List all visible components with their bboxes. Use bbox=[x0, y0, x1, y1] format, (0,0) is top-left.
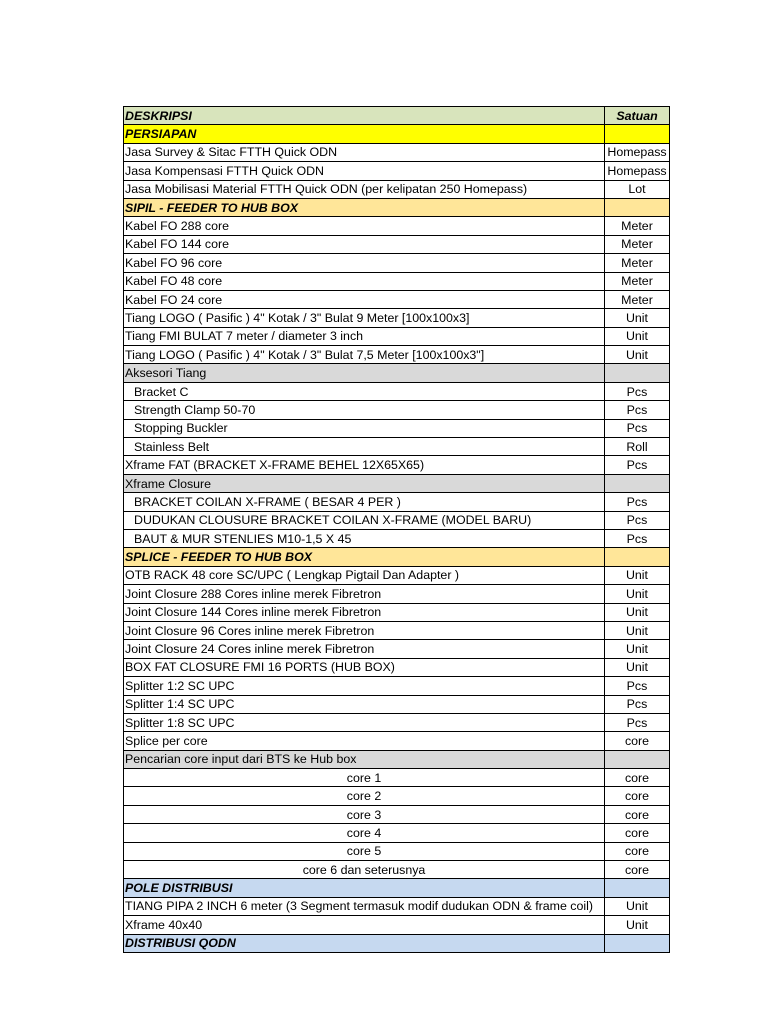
cell-satuan[interactable] bbox=[605, 125, 670, 143]
cell-satuan[interactable] bbox=[605, 548, 670, 566]
cell-satuan[interactable]: Unit bbox=[605, 897, 670, 915]
cell-deskripsi[interactable]: Joint Closure 24 Cores inline merek Fibretron bbox=[124, 640, 605, 658]
cell-deskripsi[interactable]: core 6 dan seterusnya bbox=[124, 861, 605, 879]
cell-deskripsi[interactable]: Xframe FAT (BRACKET X-FRAME BEHEL 12X65X65) bbox=[124, 456, 605, 474]
cell-satuan[interactable]: core bbox=[605, 861, 670, 879]
cell-deskripsi[interactable]: Strength Clamp 50-70 bbox=[124, 401, 605, 419]
cell-satuan[interactable]: Unit bbox=[605, 640, 670, 658]
table-row bbox=[124, 824, 670, 842]
cell-deskripsi[interactable]: Joint Closure 96 Cores inline merek Fibretron bbox=[124, 621, 605, 639]
table-row bbox=[124, 493, 670, 511]
section-row bbox=[124, 198, 670, 216]
cell-deskripsi[interactable]: Xframe 40x40 bbox=[124, 916, 605, 934]
cell-deskripsi[interactable]: OTB RACK 48 core SC/UPC ( Lengkap Pigtail Dan Adapter ) bbox=[124, 566, 605, 584]
cell-deskripsi[interactable]: core 3 bbox=[124, 805, 605, 823]
cell-satuan[interactable]: Pcs bbox=[605, 401, 670, 419]
table-row bbox=[124, 585, 670, 603]
cell-deskripsi[interactable]: Tiang LOGO ( Pasific ) 4" Kotak / 3" Bulat 9 Meter [100x100x3] bbox=[124, 309, 605, 327]
table-row bbox=[124, 217, 670, 235]
cell-satuan[interactable]: Unit bbox=[605, 566, 670, 584]
table-row bbox=[124, 603, 670, 621]
table-row bbox=[124, 787, 670, 805]
cell-satuan[interactable]: core bbox=[605, 824, 670, 842]
cell-satuan[interactable]: Unit bbox=[605, 346, 670, 364]
cell-deskripsi[interactable]: Jasa Mobilisasi Material FTTH Quick ODN (per kelipatan 250 Homepass) bbox=[124, 180, 605, 198]
section-row bbox=[124, 125, 670, 143]
cell-satuan[interactable]: Roll bbox=[605, 438, 670, 456]
cell-satuan[interactable]: Lot bbox=[605, 180, 670, 198]
table-row bbox=[124, 180, 670, 198]
cell-deskripsi[interactable]: Tiang FMI BULAT 7 meter / diameter 3 inch bbox=[124, 327, 605, 345]
table-row bbox=[124, 916, 670, 934]
cell-deskripsi[interactable]: Aksesori Tiang bbox=[124, 364, 605, 382]
cell-deskripsi[interactable]: Splitter 1:2 SC UPC bbox=[124, 677, 605, 695]
cell-satuan[interactable]: Unit bbox=[605, 327, 670, 345]
cell-deskripsi[interactable]: POLE DISTRIBUSI bbox=[124, 879, 605, 897]
table-row bbox=[124, 677, 670, 695]
cell-satuan[interactable]: Meter bbox=[605, 254, 670, 272]
table-row bbox=[124, 382, 670, 400]
table-row bbox=[124, 511, 670, 529]
cell-deskripsi[interactable]: Joint Closure 288 Cores inline merek Fibretron bbox=[124, 585, 605, 603]
cell-deskripsi[interactable]: Splice per core bbox=[124, 732, 605, 750]
cell-deskripsi[interactable]: Bracket C bbox=[124, 382, 605, 400]
table-row bbox=[124, 805, 670, 823]
table-header-row bbox=[124, 107, 670, 125]
cell-satuan[interactable]: Pcs bbox=[605, 456, 670, 474]
cell-satuan[interactable]: Unit bbox=[605, 585, 670, 603]
cell-satuan[interactable] bbox=[605, 750, 670, 768]
cell-deskripsi[interactable]: Joint Closure 144 Cores inline merek Fibretron bbox=[124, 603, 605, 621]
cell-deskripsi[interactable]: Stopping Buckler bbox=[124, 419, 605, 437]
cell-satuan[interactable]: Pcs bbox=[605, 695, 670, 713]
cell-satuan[interactable]: Pcs bbox=[605, 419, 670, 437]
cell-deskripsi[interactable]: Kabel FO 48 core bbox=[124, 272, 605, 290]
table-row bbox=[124, 290, 670, 308]
cell-deskripsi[interactable]: Jasa Kompensasi FTTH Quick ODN bbox=[124, 162, 605, 180]
table-row bbox=[124, 566, 670, 584]
cell-satuan[interactable]: Pcs bbox=[605, 529, 670, 547]
table-row bbox=[124, 254, 670, 272]
cell-satuan[interactable]: Meter bbox=[605, 217, 670, 235]
table-row bbox=[124, 897, 670, 915]
cell-deskripsi[interactable]: core 4 bbox=[124, 824, 605, 842]
table-row bbox=[124, 309, 670, 327]
header-satuan[interactable]: Satuan bbox=[605, 107, 670, 125]
section-row bbox=[124, 879, 670, 897]
cell-deskripsi[interactable]: core 2 bbox=[124, 787, 605, 805]
cell-satuan[interactable]: Meter bbox=[605, 272, 670, 290]
cell-deskripsi[interactable]: Jasa Survey & Sitac FTTH Quick ODN bbox=[124, 143, 605, 161]
cell-deskripsi[interactable]: TIANG PIPA 2 INCH 6 meter (3 Segment termasuk modif dudukan ODN & frame coil) bbox=[124, 897, 605, 915]
section-row bbox=[124, 934, 670, 952]
cell-satuan[interactable] bbox=[605, 474, 670, 492]
cell-satuan[interactable]: Unit bbox=[605, 916, 670, 934]
table-row bbox=[124, 143, 670, 161]
table-row bbox=[124, 861, 670, 879]
cell-deskripsi[interactable]: SIPIL - FEEDER TO HUB BOX bbox=[124, 198, 605, 216]
table-row bbox=[124, 272, 670, 290]
table-row bbox=[124, 456, 670, 474]
header-deskripsi[interactable]: DESKRIPSI bbox=[124, 107, 605, 125]
cell-deskripsi[interactable]: BOX FAT CLOSURE FMI 16 PORTS (HUB BOX) bbox=[124, 658, 605, 676]
table-row bbox=[124, 401, 670, 419]
table-row bbox=[124, 529, 670, 547]
cell-deskripsi[interactable]: DISTRIBUSI QODN bbox=[124, 934, 605, 952]
table-row bbox=[124, 769, 670, 787]
table-row bbox=[124, 732, 670, 750]
cell-satuan[interactable]: core bbox=[605, 769, 670, 787]
cell-deskripsi[interactable]: Splitter 1:4 SC UPC bbox=[124, 695, 605, 713]
cell-satuan[interactable]: Unit bbox=[605, 309, 670, 327]
cell-satuan[interactable]: Meter bbox=[605, 290, 670, 308]
cell-satuan[interactable]: core bbox=[605, 787, 670, 805]
cell-satuan[interactable]: Homepass bbox=[605, 143, 670, 161]
section-row bbox=[124, 548, 670, 566]
cell-satuan[interactable]: Pcs bbox=[605, 677, 670, 695]
cell-satuan[interactable]: Unit bbox=[605, 621, 670, 639]
cell-satuan[interactable] bbox=[605, 198, 670, 216]
table-row bbox=[124, 438, 670, 456]
cell-deskripsi[interactable]: BAUT & MUR STENLIES M10-1,5 X 45 bbox=[124, 529, 605, 547]
item-table bbox=[123, 106, 670, 953]
spreadsheet bbox=[123, 106, 669, 953]
table-row bbox=[124, 346, 670, 364]
table-row bbox=[124, 162, 670, 180]
cell-deskripsi[interactable]: core 5 bbox=[124, 842, 605, 860]
cell-satuan[interactable]: Pcs bbox=[605, 382, 670, 400]
table-row bbox=[124, 364, 670, 382]
cell-satuan[interactable] bbox=[605, 364, 670, 382]
cell-deskripsi[interactable]: Tiang LOGO ( Pasific ) 4" Kotak / 3" Bulat 7,5 Meter [100x100x3"] bbox=[124, 346, 605, 364]
table-row bbox=[124, 640, 670, 658]
cell-deskripsi[interactable]: Stainless Belt bbox=[124, 438, 605, 456]
cell-satuan[interactable]: core bbox=[605, 805, 670, 823]
cell-satuan[interactable]: Unit bbox=[605, 658, 670, 676]
table-row bbox=[124, 474, 670, 492]
table-row bbox=[124, 695, 670, 713]
cell-satuan[interactable]: Pcs bbox=[605, 713, 670, 731]
cell-satuan[interactable]: Meter bbox=[605, 235, 670, 253]
cell-deskripsi[interactable]: Kabel FO 288 core bbox=[124, 217, 605, 235]
cell-deskripsi[interactable]: Xframe Closure bbox=[124, 474, 605, 492]
cell-deskripsi[interactable]: PERSIAPAN bbox=[124, 125, 605, 143]
table-row bbox=[124, 842, 670, 860]
table-row bbox=[124, 621, 670, 639]
cell-deskripsi[interactable]: Splitter 1:8 SC UPC bbox=[124, 713, 605, 731]
table-row bbox=[124, 327, 670, 345]
cell-deskripsi[interactable]: Kabel FO 144 core bbox=[124, 235, 605, 253]
cell-satuan[interactable]: Homepass bbox=[605, 162, 670, 180]
table-row bbox=[124, 750, 670, 768]
cell-satuan[interactable]: Unit bbox=[605, 603, 670, 621]
cell-satuan[interactable]: Pcs bbox=[605, 493, 670, 511]
cell-deskripsi[interactable]: Kabel FO 96 core bbox=[124, 254, 605, 272]
table-row bbox=[124, 658, 670, 676]
cell-deskripsi[interactable]: Pencarian core input dari BTS ke Hub box bbox=[124, 750, 605, 768]
table-row bbox=[124, 713, 670, 731]
cell-deskripsi[interactable]: BRACKET COILAN X-FRAME ( BESAR 4 PER ) bbox=[124, 493, 605, 511]
cell-deskripsi[interactable]: DUDUKAN CLOUSURE BRACKET COILAN X-FRAME (MODEL BARU) bbox=[124, 511, 605, 529]
table-row bbox=[124, 235, 670, 253]
cell-satuan[interactable]: core bbox=[605, 732, 670, 750]
cell-satuan[interactable] bbox=[605, 934, 670, 952]
cell-deskripsi[interactable]: SPLICE - FEEDER TO HUB BOX bbox=[124, 548, 605, 566]
cell-satuan[interactable] bbox=[605, 879, 670, 897]
cell-deskripsi[interactable]: Kabel FO 24 core bbox=[124, 290, 605, 308]
cell-satuan[interactable]: Pcs bbox=[605, 511, 670, 529]
cell-deskripsi[interactable]: core 1 bbox=[124, 769, 605, 787]
cell-satuan[interactable]: core bbox=[605, 842, 670, 860]
table-row bbox=[124, 419, 670, 437]
